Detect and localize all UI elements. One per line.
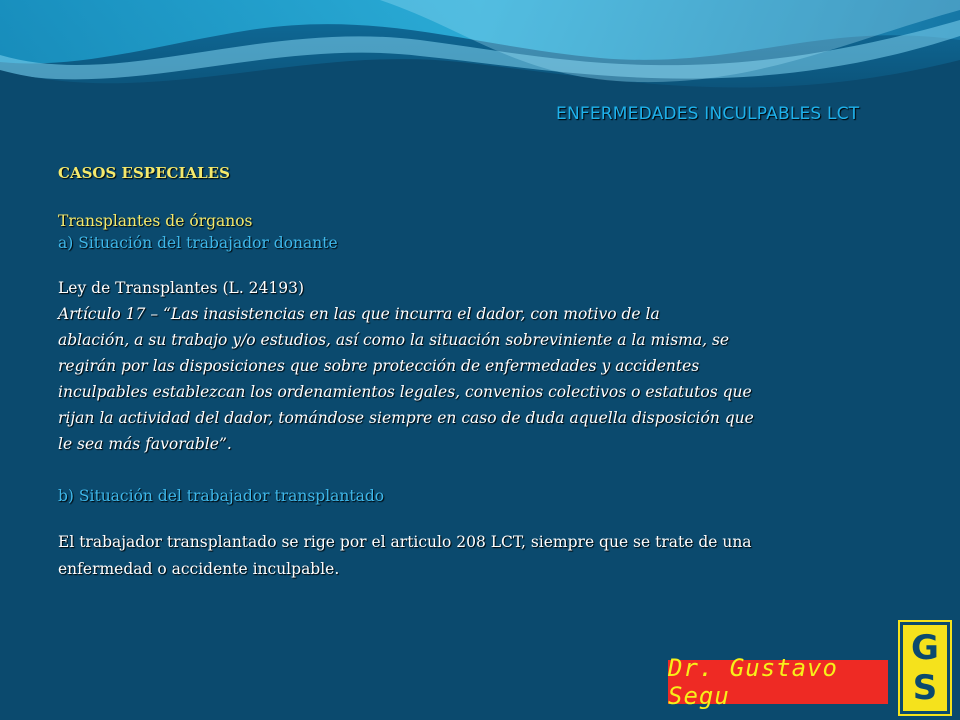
- subsection-a-title: a) Situación del trabajador donante: [58, 234, 338, 252]
- gs-logo: [900, 622, 950, 714]
- section-heading: CASOS ESPECIALES: [58, 164, 230, 182]
- article-line: ablación, a su trabajo y/o estudios, así como la situación sobreviniente a la misma, se: [58, 331, 730, 349]
- article-line: le sea más favorable”.: [58, 435, 232, 453]
- author-signature: [668, 654, 888, 710]
- final-line: enfermedad o accidente inculpable.: [58, 560, 340, 578]
- article-line: Artículo 17 – “Las inasistencias en las que incurra el dador, con motivo de la: [58, 305, 660, 323]
- header-wave-decoration: [0, 0, 960, 120]
- signature-text: Dr. Gustavo Segu: [668, 654, 838, 710]
- logo-letter-s: S: [912, 668, 938, 708]
- article-line: rijan la actividad del dador, tomándose siempre en caso de duda aquella disposición que: [58, 409, 754, 427]
- article-line: regirán por las disposiciones que sobre protección de enfermedades y accidentes: [58, 357, 700, 375]
- law-reference: Ley de Transplantes (L. 24193): [58, 279, 305, 297]
- final-paragraph: [58, 529, 908, 583]
- final-line: El trabajador transplantado se rige por el articulo 208 LCT, siempre que se trate de una: [58, 533, 752, 551]
- subsection-b-title: b) Situación del trabajador transplantado: [58, 487, 385, 505]
- slide-content: [58, 162, 908, 583]
- article-text: [58, 301, 908, 457]
- slide-title: ENFERMEDADES INCULPABLES LCT: [556, 104, 860, 124]
- logo-letter-g: G: [911, 628, 939, 668]
- topic-title: Transplantes de órganos: [58, 212, 253, 230]
- article-line: inculpables establezcan los ordenamientos legales, convenios colectivos o estatutos que: [58, 383, 752, 401]
